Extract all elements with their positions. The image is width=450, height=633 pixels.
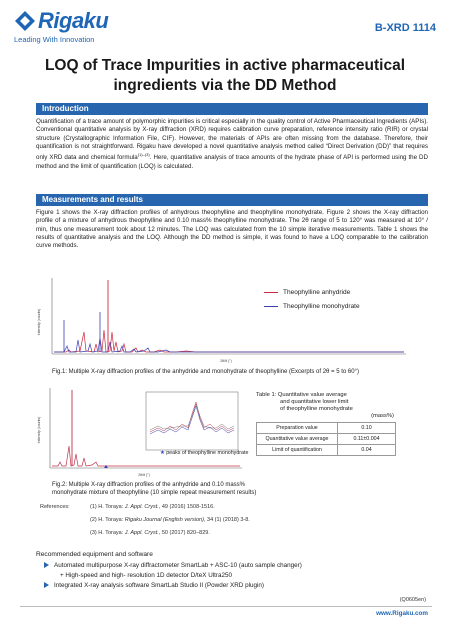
- intro-text-part-1: Quantification of a trace amount of polymorphic impurities is critical especially in the quality control of Active Pharmaceutical Ingredients (APIs). Conventional quantitative analysis by X-ray diffraction (XRD) requires calibration curve preparation, reference intensity ratio (RIR) or crystal structure (Crystallographic Information File, CIF). However, the materials of APIs are often missing from the database. Therefore, their quantification is not straightforward. Rigaku have developed a novel quantitative analysis method called “Direct Derivation (DD)” that requires only XRD data and chemical formula: [36, 118, 428, 162]
- inset-label: [160, 450, 248, 456]
- brand-name: Rigaku: [38, 8, 109, 33]
- reference-journal: Rigaku Journal (English version): [124, 517, 204, 523]
- figure-2: [36, 384, 248, 480]
- document-number: B-XRD 1114: [374, 22, 436, 34]
- footer-divider: [20, 606, 432, 607]
- figure-2-ylabel: Intensity (counts): [37, 416, 41, 444]
- recommended-item-2-text: Integrated X-ray analysis software SmartLab Studio II (Powder XRD plugin): [54, 582, 264, 589]
- table-1-caption-line-3: of theophylline monohydrate: [280, 406, 353, 412]
- recommended-item-2: [44, 582, 264, 589]
- table-cell-value: 0.11±0.004: [338, 434, 396, 445]
- reference-number: (2): [90, 517, 97, 523]
- recommended-title: Recommended equipment and software: [36, 551, 153, 558]
- figure-2-caption-line-1: Fig.2: Multiple X-ray diffraction profiles of the anhydride and 0.10 mass%: [52, 482, 245, 488]
- reference-authors: H. Toraya:: [98, 517, 125, 523]
- monohydrate-profile: [54, 338, 404, 352]
- reference-number: (3): [90, 530, 97, 536]
- table-row: [257, 445, 396, 456]
- table-cell-label: Limit of quantification: [257, 445, 338, 456]
- reference-item: [90, 517, 250, 523]
- rigaku-logo: [14, 10, 132, 50]
- intro-citation: (1)–(3): [137, 152, 150, 158]
- figure-2-xlabel: 2θ/θ (°): [138, 473, 150, 477]
- anhydride-profile: [54, 330, 404, 352]
- introduction-text: [36, 118, 428, 171]
- legend-swatch-red: [264, 292, 278, 293]
- references-label: References:: [40, 504, 70, 510]
- reference-authors: H. Toraya:: [98, 530, 125, 536]
- table-1-caption-line-1: Table 1: Quantitative value average: [256, 392, 347, 398]
- bullet-triangle-icon: [44, 582, 49, 588]
- reference-authors: H. Toraya:: [98, 504, 125, 510]
- figure-2-caption: [52, 482, 292, 497]
- introduction-heading: Introduction: [36, 103, 428, 115]
- reference-details: , 50 (2017) 820–829.: [158, 530, 210, 536]
- recommended-item-1: [44, 562, 302, 569]
- reference-item: [90, 504, 215, 510]
- legend-label-monohydrate: Theophylline monohydrate: [283, 303, 360, 310]
- inset-label-text: peaks of theophylline monohydrate: [166, 450, 249, 456]
- title-line-1: LOQ of Trace Impurities in active pharmaceutical: [44, 57, 406, 74]
- figure-1-ylabel: Intensity (counts): [37, 308, 41, 336]
- recommended-item-1-sub: + High-speed and high- resolution 1D detector D/teX Ultra250: [60, 572, 233, 579]
- footer-website-link[interactable]: www.Rigaku.com: [376, 610, 428, 617]
- page-title: [20, 56, 430, 96]
- title-line-2: ingredients via the DD Method: [113, 77, 337, 94]
- reference-item: [90, 530, 210, 536]
- rigaku-logo-mark-icon: [14, 10, 36, 32]
- reference-journal: J. Appl. Cryst.: [124, 530, 159, 536]
- recommended-item-1-text: Automated multipurpose X-ray diffractometer SmartLab + ASC-10 (auto sample changer): [54, 562, 302, 569]
- table-cell-value: 0.04: [338, 445, 396, 456]
- figure-1-legend: [264, 286, 360, 314]
- table-cell-label: Preparation value: [257, 423, 338, 434]
- bullet-triangle-icon: [44, 562, 49, 568]
- table-1: [256, 422, 396, 456]
- figure-1-xlabel: 2θ/θ (°): [220, 359, 232, 363]
- legend-item-anhydride: [264, 286, 360, 300]
- results-text: Figure 1 shows the X-ray diffraction profiles of anhydrous theophylline and theophylline monohydrate. Figure 2 shows the X-ray diffraction profile of a mixture of anhydrous theophylline and 0.10 mass% theophylline monohydrate. The 2θ range of 5 to 120° was measured at 10° / min, thus one measurement took about 12 minutes. The LOQ was calculated from the 10 simple iterative measurements. Table 1 shows the results of quantitative analysis and the LOQ. Although the DD method is simple, it was found to have a LOQ comparable to the calibration curve methods.: [36, 209, 428, 250]
- table-row: [257, 434, 396, 445]
- table-1-caption: [256, 392, 426, 420]
- figure-1-caption: Fig.1: Multiple X-ray diffraction profiles of the anhydride and monohydrate of theophylline (Excerpts of 2θ = 5 to 60°): [52, 369, 359, 375]
- legend-label-anhydride: Theophylline anhydride: [283, 289, 351, 296]
- legend-swatch-blue: [264, 306, 278, 307]
- reference-details: , 49 (2016) 1508-1516.: [158, 504, 215, 510]
- intro-text-part-2: . Here, quantitative analysis of trace amounts of the hydrate phase of API is performed using the DD method and the limit of quantification (LOQ) is calculated.: [36, 154, 428, 170]
- table-cell-value: 0.10: [338, 423, 396, 434]
- table-cell-label: Quantitative value average: [257, 434, 338, 445]
- document-code: (Q0605en): [399, 597, 426, 603]
- reference-number: (1): [90, 504, 97, 510]
- table-1-unit: (mass%): [371, 413, 394, 419]
- figure-2-plot: [36, 384, 248, 480]
- star-icon: ★: [160, 450, 165, 456]
- figure-1: [36, 272, 416, 368]
- reference-details: , 34 (1) (2018) 3-8.: [203, 517, 250, 523]
- table-1-caption-line-2: and quantitative lower limit: [280, 399, 349, 405]
- results-heading: Measurements and results: [36, 194, 428, 206]
- reference-journal: J. Appl. Cryst.: [124, 504, 159, 510]
- legend-item-monohydrate: [264, 300, 360, 314]
- figure-2-caption-line-2: monohydrate mixture of theophylline (10 simple repeat measurement results): [52, 489, 257, 496]
- table-row: [257, 423, 396, 434]
- brand-tagline: Leading With Innovation: [14, 35, 95, 44]
